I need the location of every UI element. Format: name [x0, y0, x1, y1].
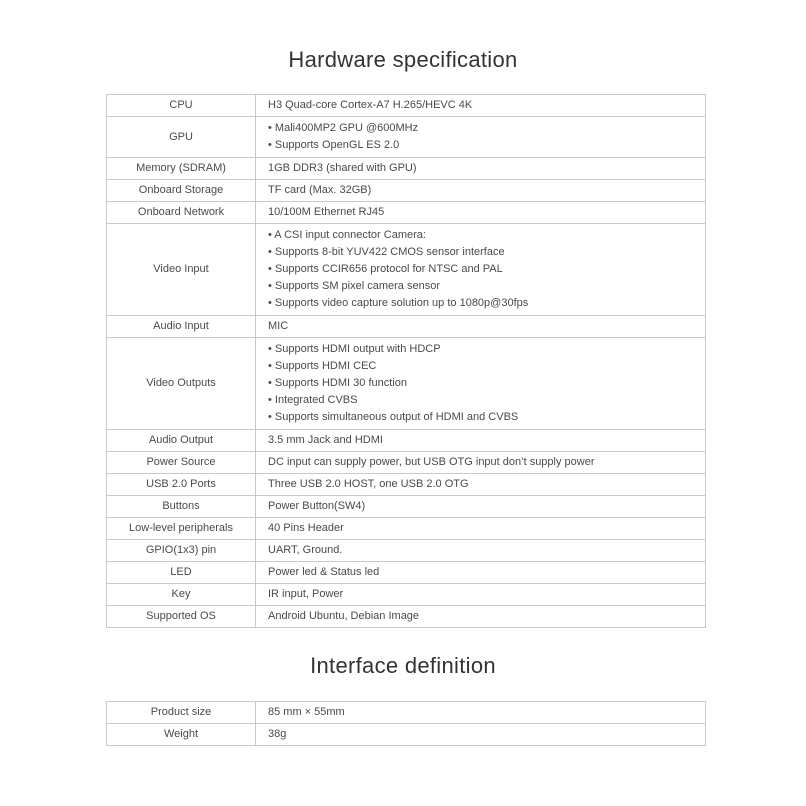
hardware-spec-title: Hardware specification	[288, 47, 518, 72]
spec-value-line: • Supports SM pixel camera sensor	[268, 280, 440, 292]
spec-row-audio-input	[107, 316, 706, 338]
spec-label: Key	[107, 584, 256, 606]
spec-value-line: • Supports HDMI CEC	[268, 360, 377, 372]
spec-label: Buttons	[107, 496, 256, 518]
spec-value-line: • Supports simultaneous output of HDMI and CVBS	[268, 411, 519, 423]
spec-value-line: 85 mm × 55mm	[268, 706, 345, 718]
spec-row-gpio-1x3-pin	[107, 540, 706, 562]
spec-value-line: Power led & Status led	[268, 566, 380, 578]
spec-value	[256, 452, 706, 474]
spec-value-line: • Supports CCIR656 protocol for NTSC and PAL	[268, 263, 503, 275]
spec-value	[256, 338, 706, 430]
spec-value-line: 40 Pins Header	[268, 522, 344, 534]
spec-value	[256, 702, 706, 724]
spec-value-line: 1GB DDR3 (shared with GPU)	[268, 162, 417, 174]
spec-label: Onboard Storage	[107, 180, 256, 202]
spec-value-line: Android Ubuntu, Debian Image	[268, 610, 420, 622]
spec-row-video-input	[107, 224, 706, 316]
spec-label: Video Outputs	[107, 338, 256, 430]
spec-value-line: UART, Ground.	[268, 544, 343, 556]
spec-value-line: 10/100M Ethernet RJ45	[268, 206, 385, 218]
spec-label: Supported OS	[107, 606, 256, 628]
spec-value-line: • Supports 8-bit YUV422 CMOS sensor interface	[268, 246, 505, 258]
spec-value	[256, 224, 706, 316]
spec-label: Video Input	[107, 224, 256, 316]
spec-value	[256, 518, 706, 540]
spec-label: Product size	[107, 702, 256, 724]
spec-row-supported-os	[107, 606, 706, 628]
spec-value	[256, 562, 706, 584]
spec-label: Low-level peripherals	[107, 518, 256, 540]
spec-row-product-size	[107, 702, 706, 724]
spec-label: Audio Output	[107, 430, 256, 452]
spec-value-line: MIC	[268, 320, 289, 332]
spec-value-line: Power Button(SW4)	[268, 500, 366, 512]
spec-row-low-level-peripherals	[107, 518, 706, 540]
spec-value	[256, 316, 706, 338]
spec-value-line: • Mali400MP2 GPU @600MHz	[268, 122, 419, 134]
spec-label: GPIO(1x3) pin	[107, 540, 256, 562]
spec-value-line: • Integrated CVBS	[268, 394, 358, 406]
spec-row-power-source	[107, 452, 706, 474]
spec-row-audio-output	[107, 430, 706, 452]
spec-value	[256, 540, 706, 562]
interface-definition-table	[106, 701, 706, 746]
spec-value	[256, 430, 706, 452]
spec-value-line: • Supports HDMI output with HDCP	[268, 343, 441, 355]
spec-value-line: • Supports OpenGL ES 2.0	[268, 139, 400, 151]
spec-value	[256, 496, 706, 518]
spec-value	[256, 606, 706, 628]
spec-value-line: • Supports video capture solution up to 1080p@30fps	[268, 297, 529, 309]
spec-row-led	[107, 562, 706, 584]
spec-row-video-outputs	[107, 338, 706, 430]
spec-value	[256, 158, 706, 180]
spec-row-weight	[107, 724, 706, 746]
spec-row-gpu	[107, 117, 706, 158]
spec-label: USB 2.0 Ports	[107, 474, 256, 496]
spec-row-key	[107, 584, 706, 606]
spec-label: Power Source	[107, 452, 256, 474]
spec-label: Audio Input	[107, 316, 256, 338]
spec-label: Onboard Network	[107, 202, 256, 224]
spec-label: LED	[107, 562, 256, 584]
spec-value-line: DC input can supply power, but USB OTG input don’t supply power	[268, 456, 595, 468]
spec-label: GPU	[107, 117, 256, 158]
spec-value-line: • Supports HDMI 30 function	[268, 377, 407, 389]
spec-row-onboard-network	[107, 202, 706, 224]
spec-row-cpu	[107, 95, 706, 117]
spec-value	[256, 180, 706, 202]
spec-label: Weight	[107, 724, 256, 746]
interface-definition-title: Interface definition	[310, 653, 496, 678]
spec-value	[256, 584, 706, 606]
spec-value-line: 38g	[268, 728, 287, 740]
spec-value-line: Three USB 2.0 HOST, one USB 2.0 OTG	[268, 478, 469, 490]
hardware-spec-table	[106, 94, 706, 628]
spec-value	[256, 724, 706, 746]
spec-value-line: H3 Quad-core Cortex-A7 H.265/HEVC 4K	[268, 99, 473, 111]
spec-row-buttons	[107, 496, 706, 518]
spec-value-line: IR input, Power	[268, 588, 344, 600]
spec-row-usb-2-0-ports	[107, 474, 706, 496]
spec-label: Memory (SDRAM)	[107, 158, 256, 180]
spec-value-line: TF card (Max. 32GB)	[268, 184, 372, 196]
spec-label: CPU	[107, 95, 256, 117]
spec-value-line: • A CSI input connector Camera:	[268, 229, 426, 241]
spec-value	[256, 95, 706, 117]
spec-value	[256, 117, 706, 158]
spec-value-line: 3.5 mm Jack and HDMI	[268, 434, 383, 446]
spec-value	[256, 202, 706, 224]
spec-value	[256, 474, 706, 496]
spec-row-memory-sdram	[107, 158, 706, 180]
spec-row-onboard-storage	[107, 180, 706, 202]
